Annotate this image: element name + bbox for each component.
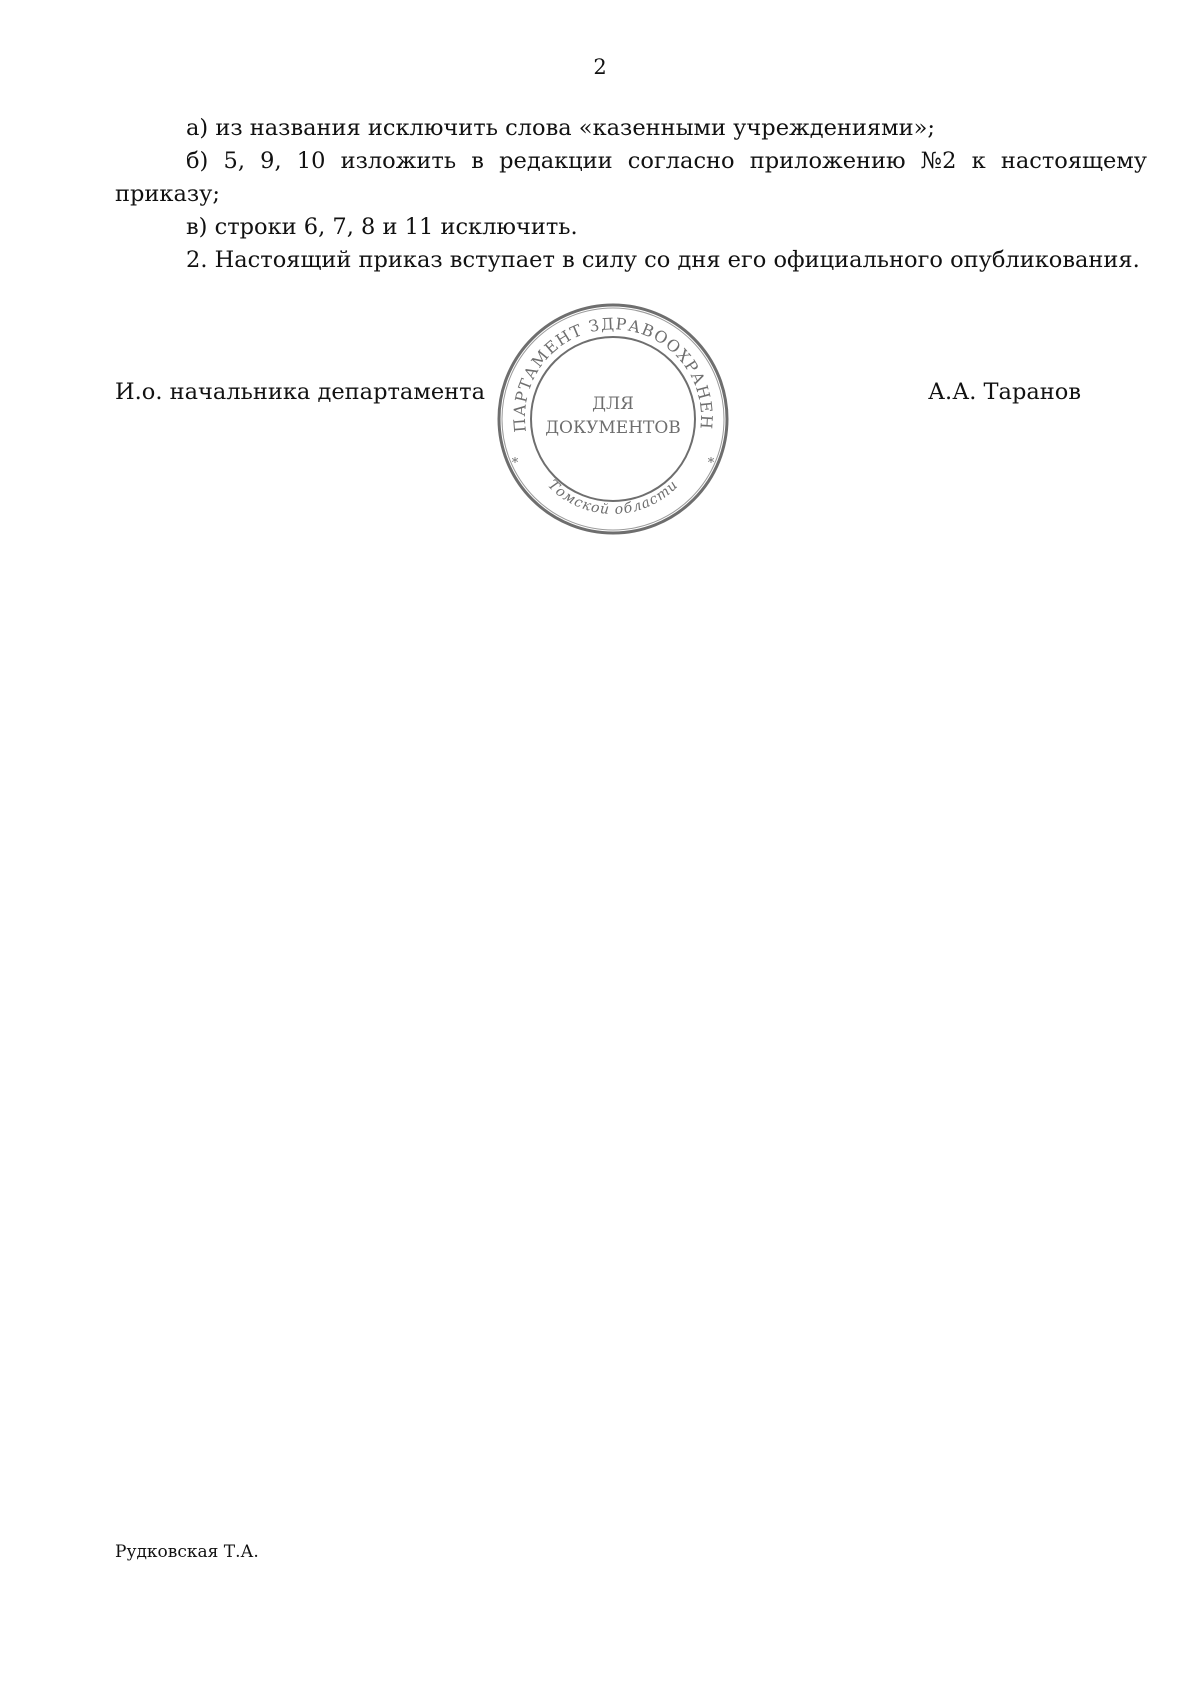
seal-icon	[495, 301, 731, 537]
order-body	[115, 112, 1147, 277]
paragraph-effective-date: 2. Настоящий приказ вступает в силу со дня его официального опубликования.	[186, 247, 1140, 273]
executor-name: Рудковская Т.А.	[115, 1542, 259, 1562]
seal-center-line-1: ДЛЯ	[592, 394, 634, 414]
svg-text:*: *	[511, 456, 519, 471]
paragraph-a: а) из названия исключить слова «казенными учреждениями»;	[186, 115, 935, 141]
seal-bottom-text: Томской области	[544, 476, 682, 518]
seal-center-line-2: ДОКУМЕНТОВ	[545, 418, 681, 438]
svg-text:*: *	[707, 456, 715, 471]
official-seal	[495, 301, 731, 537]
signatory-name: А.А. Таранов	[928, 379, 1081, 405]
page-number: 2	[593, 55, 607, 79]
signatory-position: И.о. начальника департамента	[115, 379, 486, 405]
seal-top-text: ПАРТАМЕНТ ЗДРАВООХРАНЕН	[509, 314, 717, 434]
paragraph-c: в) строки 6, 7, 8 и 11 исключить.	[186, 214, 578, 240]
paragraph-b: б) 5, 9, 10 изложить в редакции согласно приложению №2 к настоящему приказу;	[115, 148, 1147, 207]
